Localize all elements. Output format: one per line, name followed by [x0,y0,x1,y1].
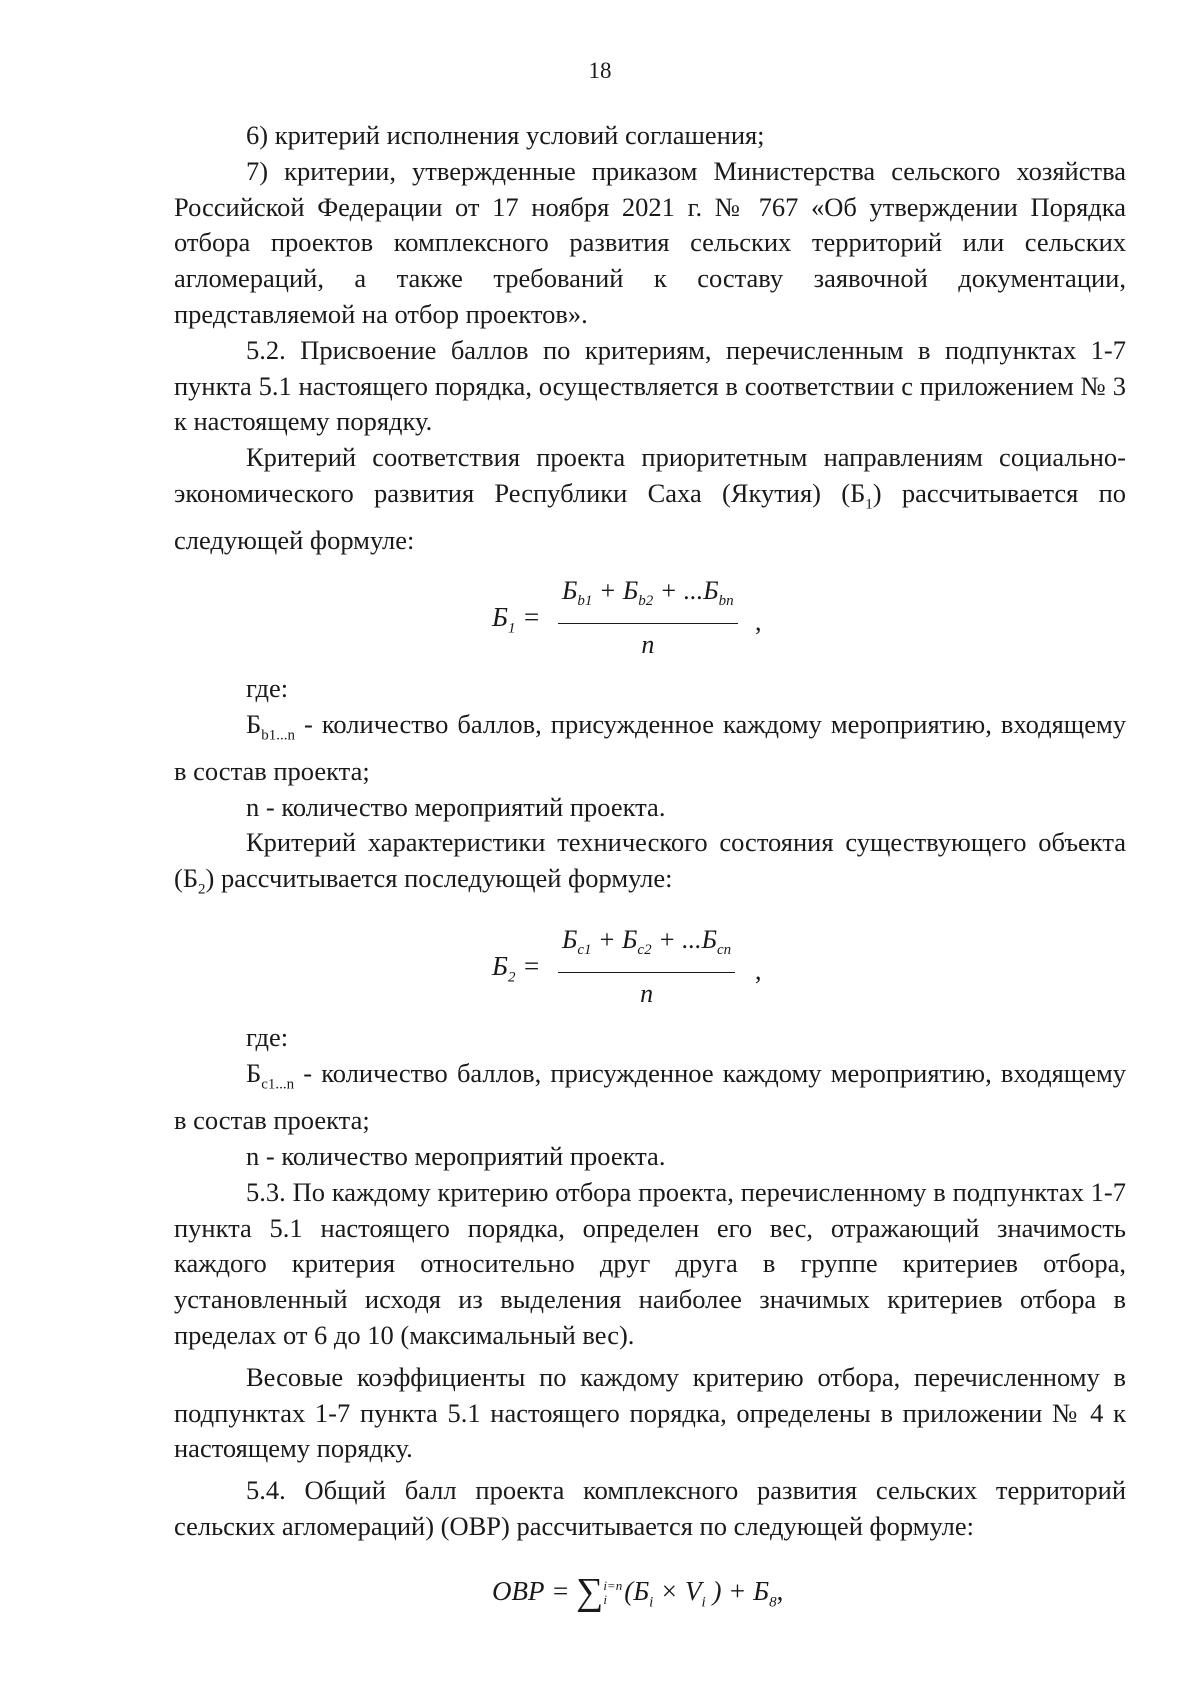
formula-b2-lhs: $Б_2$ = [492,951,541,986]
formula-ovr [174,1555,1126,1625]
where-label-1: где: [246,672,289,703]
formula-b1-comma: , [755,606,762,636]
formula-b2-comma: , [755,956,762,986]
formula-b1-denominator: n [641,629,655,659]
definition-b-c1n: $Б_{c1...n}$ - количество баллов, присужденное каждому мероприятию, входящему в состав проекта; [174,1058,1126,1136]
page-number: 18 [588,58,612,83]
paragraph-5-2: 5.2. Присвоение баллов по критериям, перечисленным в подпунктах 1-7 пункта 5.1 настоящего порядка, осуществляется в соответствии с приложением № 3 к настоящему порядку. [174,334,1126,437]
paragraph-5-4: 5.4. Общий балл проекта комплексного развития сельских территорий сельских агломераций) (ОВР) рассчитывается по следующей формуле: [174,1475,1126,1541]
sum-symbol: ∑ [576,1570,604,1613]
paragraph-weights: Весовые коэффициенты по каждому критерию отбора, перечисленному в подпунктах 1-7 пункта 5.1 настоящего порядка, определены в приложении № 4 к настоящему порядку. [174,1361,1126,1464]
definition-n-2: n - количество мероприятий проекта. [246,1140,666,1171]
formula-b1-lhs: $Б_1$ = [492,601,541,637]
paragraph-5-3: 5.3. По каждому критерию отбора проекта, перечисленному в подпунктах 1-7 пункта 5.1 настоящего порядка, определен его вес, отражающий значимость каждого критерия относительно друг друга в группе критериев отбора, установленный исходя из выделения наиболее значимых критериев отбора в пределах от 6 до 10 (максимальный вес). [174,1176,1126,1350]
formula-b1-numerator: $Б_{b1} + Б_{b2} + ...Б_{bn}$ [558,573,738,624]
formula-b2-fraction [558,922,735,1012]
paragraph-criterion-7: 7) критерии, утвержденные приказом Министерства сельского хозяйства Российской Федерации от 17 ноября 2021 г. № 767 «Об утверждении Порядка отбора проектов комплексного развития сельских территорий или сельских агломераций, а также требований к составу заявочной документации, представляемой на отбор проектов». [174,155,1126,329]
paragraph-criterion-b1: Критерий соответствия проекта приоритетным направлениям социально-экономического развития Республики Саха (Якутия) $(Б_1)$ рассчитывается по следующей формуле: [174,442,1127,556]
formula-b1-fraction [558,573,738,663]
paragraph-criterion-b2: Критерий характеристики технического состояния существующего объекта $(Б_2)$ рассчитывается последующей формуле: [174,827,1126,898]
definition-b-b1n: $Б_{b1...n}$ - количество баллов, присужденное каждому мероприятию, входящему в состав проекта; [174,708,1126,786]
formula-b2-numerator: $Б_{c1} + Б_{c2} + ...Б_{cn}$ [558,922,735,973]
formula-b2-denominator: n [640,979,654,1009]
where-label-2: где: [246,1022,289,1053]
formula-b1 [174,573,1126,671]
formula-b2 [174,922,1126,1020]
formula-ovr-expression: ОВР = ∑ i=n i ($Б_i \times V_i$ ) + $Б_8$, [492,1570,784,1613]
paragraph-criterion-6: 6) критерий исполнения условий соглашения; [246,120,765,150]
definition-n-1: n - количество мероприятий проекта. [246,791,666,822]
document-body [174,118,1126,1625]
